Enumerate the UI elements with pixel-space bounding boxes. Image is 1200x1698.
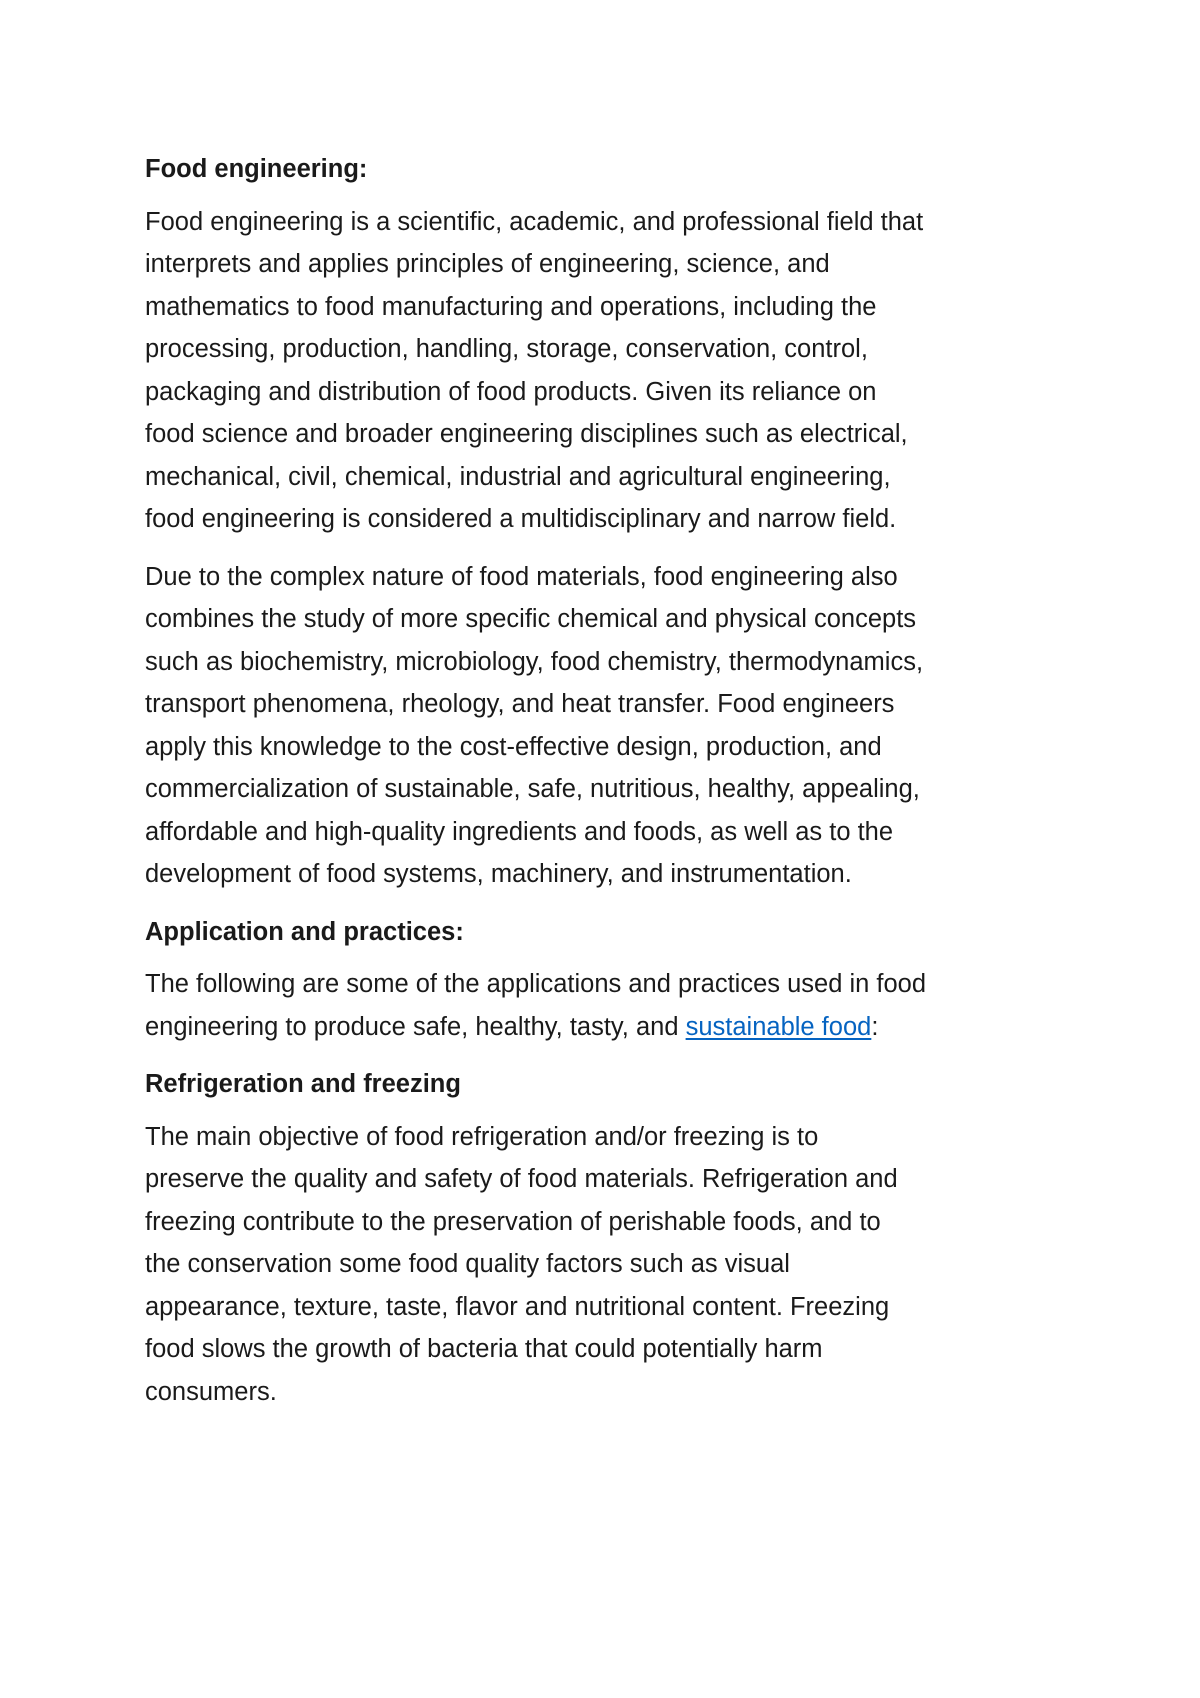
paragraph-applications-intro	[145, 963, 1085, 1048]
text-line: transport phenomena, rheology, and heat transfer. Food engineers	[145, 690, 895, 718]
text-line: food science and broader engineering disciplines such as electrical,	[145, 420, 908, 448]
heading-refrigeration-and-freezing: Refrigeration and freezing	[145, 1070, 461, 1098]
text-line: Due to the complex nature of food materials, food engineering also	[145, 562, 898, 591]
text-line: appearance, texture, taste, flavor and nutritional content. Freezing	[145, 1292, 890, 1321]
text-line: development of food systems, machinery, and instrumentation.	[145, 860, 852, 888]
text-line: apply this knowledge to the cost-effective design, production, and	[145, 732, 882, 761]
paragraph-refrigeration	[145, 1116, 1085, 1414]
text-line: combines the study of more specific chemical and physical concepts	[145, 605, 917, 633]
text-line: food slows the growth of bacteria that could potentially harm	[145, 1335, 823, 1363]
document-body	[145, 148, 1085, 1428]
text-fragment: :	[871, 1012, 879, 1041]
text-line: processing, production, handling, storage, conservation, control,	[145, 335, 868, 363]
text-line: such as biochemistry, microbiology, food chemistry, thermodynamics,	[145, 647, 924, 676]
text-fragment: engineering to produce safe, healthy, tasty, and	[145, 1012, 686, 1041]
text-line: the conservation some food quality factors such as visual	[145, 1250, 790, 1278]
text-line: Food engineering is a scientific, academic, and professional field that	[145, 207, 924, 236]
text-line: mechanical, civil, chemical, industrial and agricultural engineering,	[145, 462, 891, 491]
paragraph-food-engineering-scope	[145, 556, 1085, 896]
text-line: consumers.	[145, 1377, 277, 1406]
text-line: preserve the quality and safety of food materials. Refrigeration and	[145, 1165, 898, 1193]
text-line: food engineering is considered a multidisciplinary and narrow field.	[145, 505, 897, 533]
paragraph-food-engineering-definition	[145, 201, 1085, 541]
heading-food-engineering: Food engineering:	[145, 155, 368, 183]
text-line: freezing contribute to the preservation of perishable foods, and to	[145, 1207, 881, 1236]
text-line: mathematics to food manufacturing and operations, including the	[145, 292, 877, 321]
heading-application-and-practices: Application and practices:	[145, 917, 464, 946]
sustainable-food-link[interactable]: sustainable food	[685, 1012, 872, 1041]
text-line: interprets and applies principles of engineering, science, and	[145, 250, 830, 278]
text-line: The main objective of food refrigeration and/or freezing is to	[145, 1122, 819, 1151]
text-line: commercialization of sustainable, safe, nutritious, healthy, appealing,	[145, 775, 920, 803]
text-line: The following are some of the applications and practices used in food	[145, 970, 927, 998]
text-line-with-link	[145, 1006, 1085, 1049]
text-line: packaging and distribution of food products. Given its reliance on	[145, 377, 877, 406]
text-line: affordable and high-quality ingredients and foods, as well as to the	[145, 817, 894, 846]
